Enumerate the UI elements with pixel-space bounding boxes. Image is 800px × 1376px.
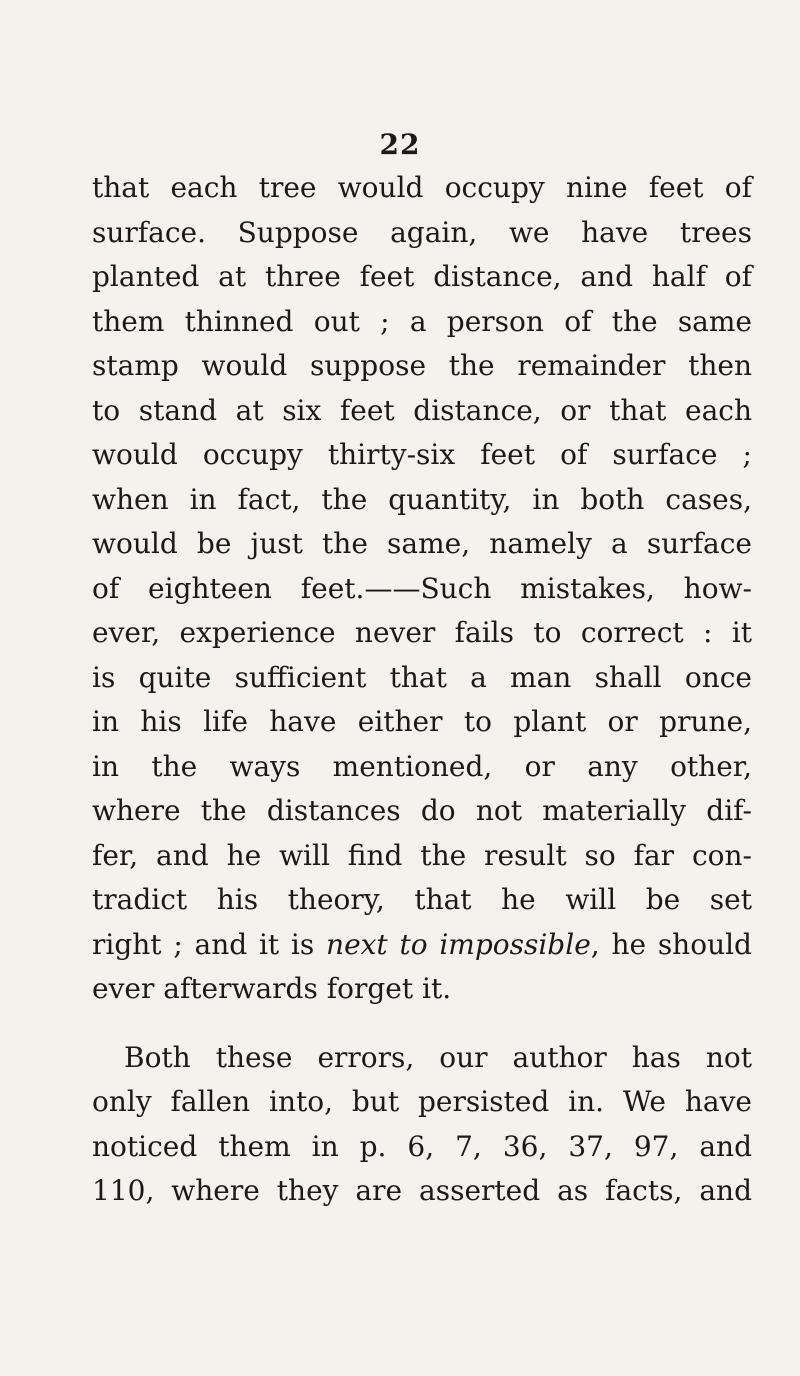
text-line: in his life have either to plant or prune, (92, 705, 752, 738)
page-number: 22 (379, 128, 421, 161)
text-line: when in fact, the quantity, in both cases, (92, 482, 752, 516)
body-text (92, 166, 752, 1214)
text-line: in the ways mentioned, or any other, (92, 749, 752, 783)
text-line: ever afterwards forget it. (92, 972, 452, 1005)
text-line: fer, and he will find the result so far con- (92, 838, 752, 872)
paragraph-gap (92, 1012, 752, 1036)
text-line: Both these errors, our author has not (124, 1040, 752, 1074)
text-line: tradict his theory, that he will be set (92, 883, 752, 916)
text-line: of eighteen feet.——Such mistakes, how- (92, 571, 752, 605)
text-line: them thinned out ; a person of the same (92, 304, 752, 338)
text-line: would occupy thirty-six feet of surface ; (92, 438, 752, 471)
line-segment: , he should (590, 927, 752, 961)
text-line: that each tree would occupy nine feet of (92, 171, 752, 204)
paragraph-1 (92, 166, 752, 1012)
text-line: is quite sufficient that a man shall once (92, 660, 752, 694)
text-line: 110, where they are asserted as facts, and (92, 1174, 752, 1207)
text-line: stamp would suppose the remainder then (92, 349, 752, 382)
text-line: would be just the same, namely a surface (92, 527, 752, 560)
text-line: where the distances do not materially dif- (92, 794, 752, 827)
italic-phrase: next to impossible (326, 927, 591, 961)
text-line-with-italic (92, 923, 752, 968)
text-line: ever, experience never fails to correct : it (92, 616, 752, 649)
text-line: to stand at six feet distance, or that each (92, 393, 752, 427)
text-line: only fallen into, but persisted in. We have (92, 1085, 752, 1118)
line-segment: right ; and it is (92, 927, 327, 961)
paragraph-2 (92, 1036, 752, 1214)
text-line: surface. Suppose again, we have trees (92, 215, 752, 249)
text-line: noticed them in p. 6, 7, 36, 37, 97, and (92, 1129, 752, 1163)
text-line: planted at three feet distance, and half of (92, 260, 752, 293)
